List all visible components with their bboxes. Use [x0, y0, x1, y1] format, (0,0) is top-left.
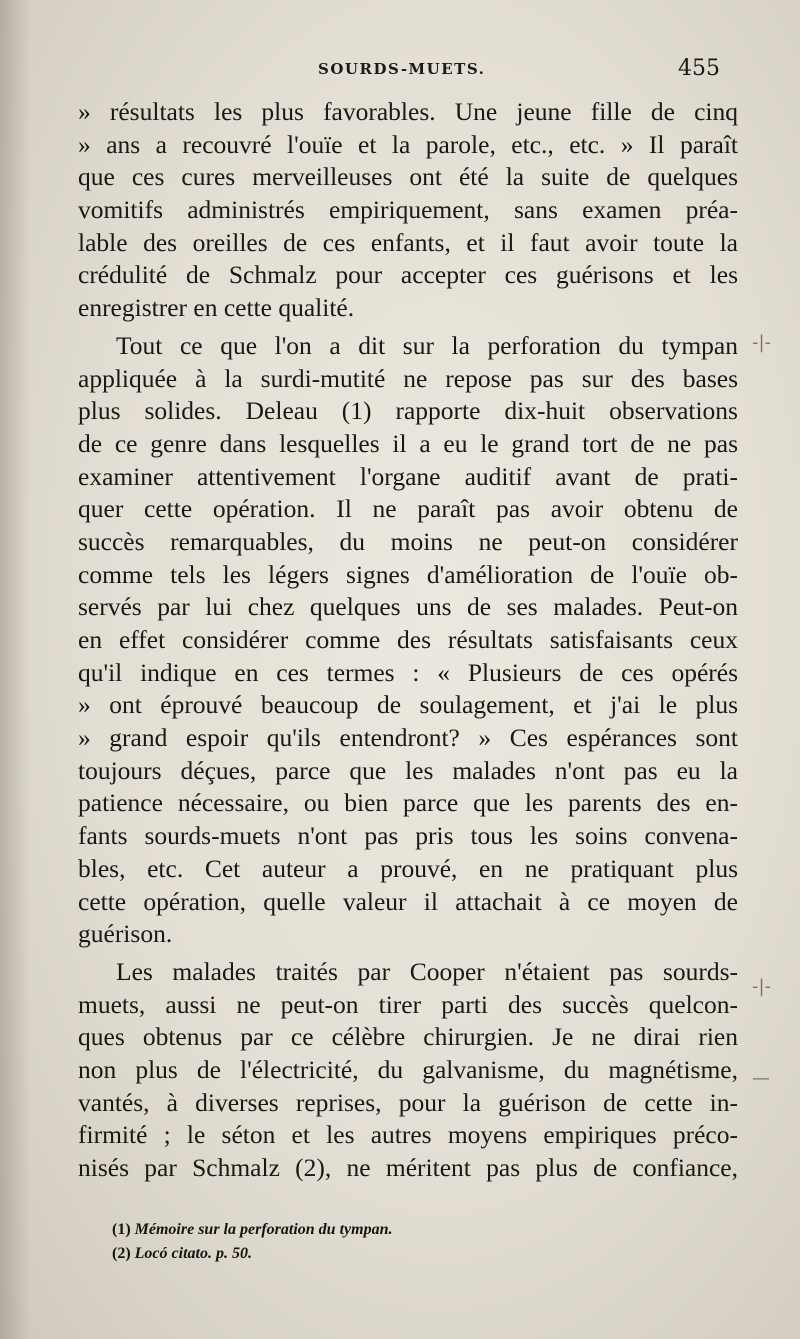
footnote-text: Mémoire sur la perforation du tympan.	[134, 1221, 393, 1238]
margin-pencil-mark: -|-	[752, 976, 772, 997]
text-line: guérison.	[78, 919, 173, 949]
text-line: examiner attentivement l'organe auditif avant de prati-	[78, 461, 738, 491]
page-gutter-shadow	[0, 0, 30, 1339]
text-line: patience nécessaire, ou bien parce que les parents des en-	[78, 788, 738, 818]
text-line: firmité ; le séton et les autres moyens empiriques préco-	[78, 1120, 738, 1150]
text-line: Les malades traités par Cooper n'étaient pas sourds-	[116, 956, 738, 986]
margin-pencil-mark: -|-	[752, 332, 772, 353]
text-line: de ce genre dans lesquelles il a eu le grand tort de ne pas	[78, 428, 738, 458]
running-head: SOURDS-MUETS.	[318, 60, 486, 78]
footnote	[112, 1218, 392, 1242]
text-line: muets, aussi ne peut-on tirer parti des succès quelcon-	[78, 989, 738, 1019]
text-line: crédulité de Schmalz pour accepter ces guérisons et les	[78, 260, 738, 290]
text-line: qu'il indique en ces termes : « Plusieurs de ces opérés	[78, 657, 738, 687]
paragraph	[78, 956, 738, 1185]
text-line: plus solides. Deleau (1) rapporte dix-huit observations	[78, 396, 738, 426]
text-line: nisés par Schmalz (2), ne méritent pas plus de confiance,	[78, 1153, 738, 1182]
text-line: que ces cures merveilleuses ont été la suite de quelques	[78, 162, 738, 192]
text-line: fants sourds-muets n'ont pas pris tous les soins convena-	[78, 821, 738, 851]
text-line: » grand espoir qu'ils entendront? » Ces espérances sont	[78, 723, 738, 753]
footnote	[112, 1242, 392, 1266]
body-text	[78, 96, 738, 1185]
text-line: » résultats les plus favorables. Une jeune fille de cinq	[78, 97, 738, 126]
footnote-text: Locó citato. p. 50.	[134, 1245, 252, 1262]
text-line: appliquée à la surdi-mutité ne repose pas sur des bases	[78, 363, 738, 393]
text-line: » ont éprouvé beaucoup de soulagement, et j'ai le plus	[78, 690, 738, 720]
paragraph	[78, 96, 738, 325]
text-line: enregistrer en cette qualité.	[78, 293, 355, 323]
page-header	[0, 58, 800, 88]
text-line: bles, etc. Cet auteur a prouvé, en ne pratiquant plus	[78, 853, 738, 883]
paragraph	[78, 330, 738, 951]
text-line: toujours déçues, parce que les malades n'ont pas eu la	[78, 755, 738, 785]
footnote-number: (2)	[112, 1245, 131, 1262]
text-line: servés par lui chez quelques uns de ses malades. Peut-on	[78, 592, 738, 622]
text-line: ques obtenus par ce célèbre chirurgien. Je ne dirai rien	[78, 1022, 738, 1052]
text-line: vantés, à diverses reprises, pour la guérison de cette in-	[78, 1087, 738, 1117]
page-number: 455	[678, 56, 720, 81]
text-line: non plus de l'électricité, du galvanisme, du magnétisme,	[78, 1054, 738, 1084]
text-line: en effet considérer comme des résultats satisfaisants ceux	[78, 625, 738, 654]
text-line: lable des oreilles de ces enfants, et il faut avoir toute la	[78, 227, 738, 257]
text-line: cette opération, quelle valeur il attachait à ce moyen de	[78, 886, 738, 916]
text-line: quer cette opération. Il ne paraît pas avoir obtenu de	[78, 494, 738, 524]
footnotes	[112, 1218, 392, 1266]
text-line: vomitifs administrés empiriquement, sans examen préa-	[78, 195, 738, 225]
footnote-number: (1)	[112, 1221, 131, 1238]
text-line: Tout ce que l'on a dit sur la perforation du tympan	[116, 330, 738, 360]
text-line: » ans a recouvré l'ouïe et la parole, etc., etc. » Il paraît	[78, 129, 738, 159]
margin-pencil-mark: —	[752, 1068, 770, 1089]
text-line: succès remarquables, du moins ne peut-on considérer	[78, 526, 738, 556]
text-line: comme tels les légers signes d'amélioration de l'ouïe ob-	[78, 559, 738, 589]
